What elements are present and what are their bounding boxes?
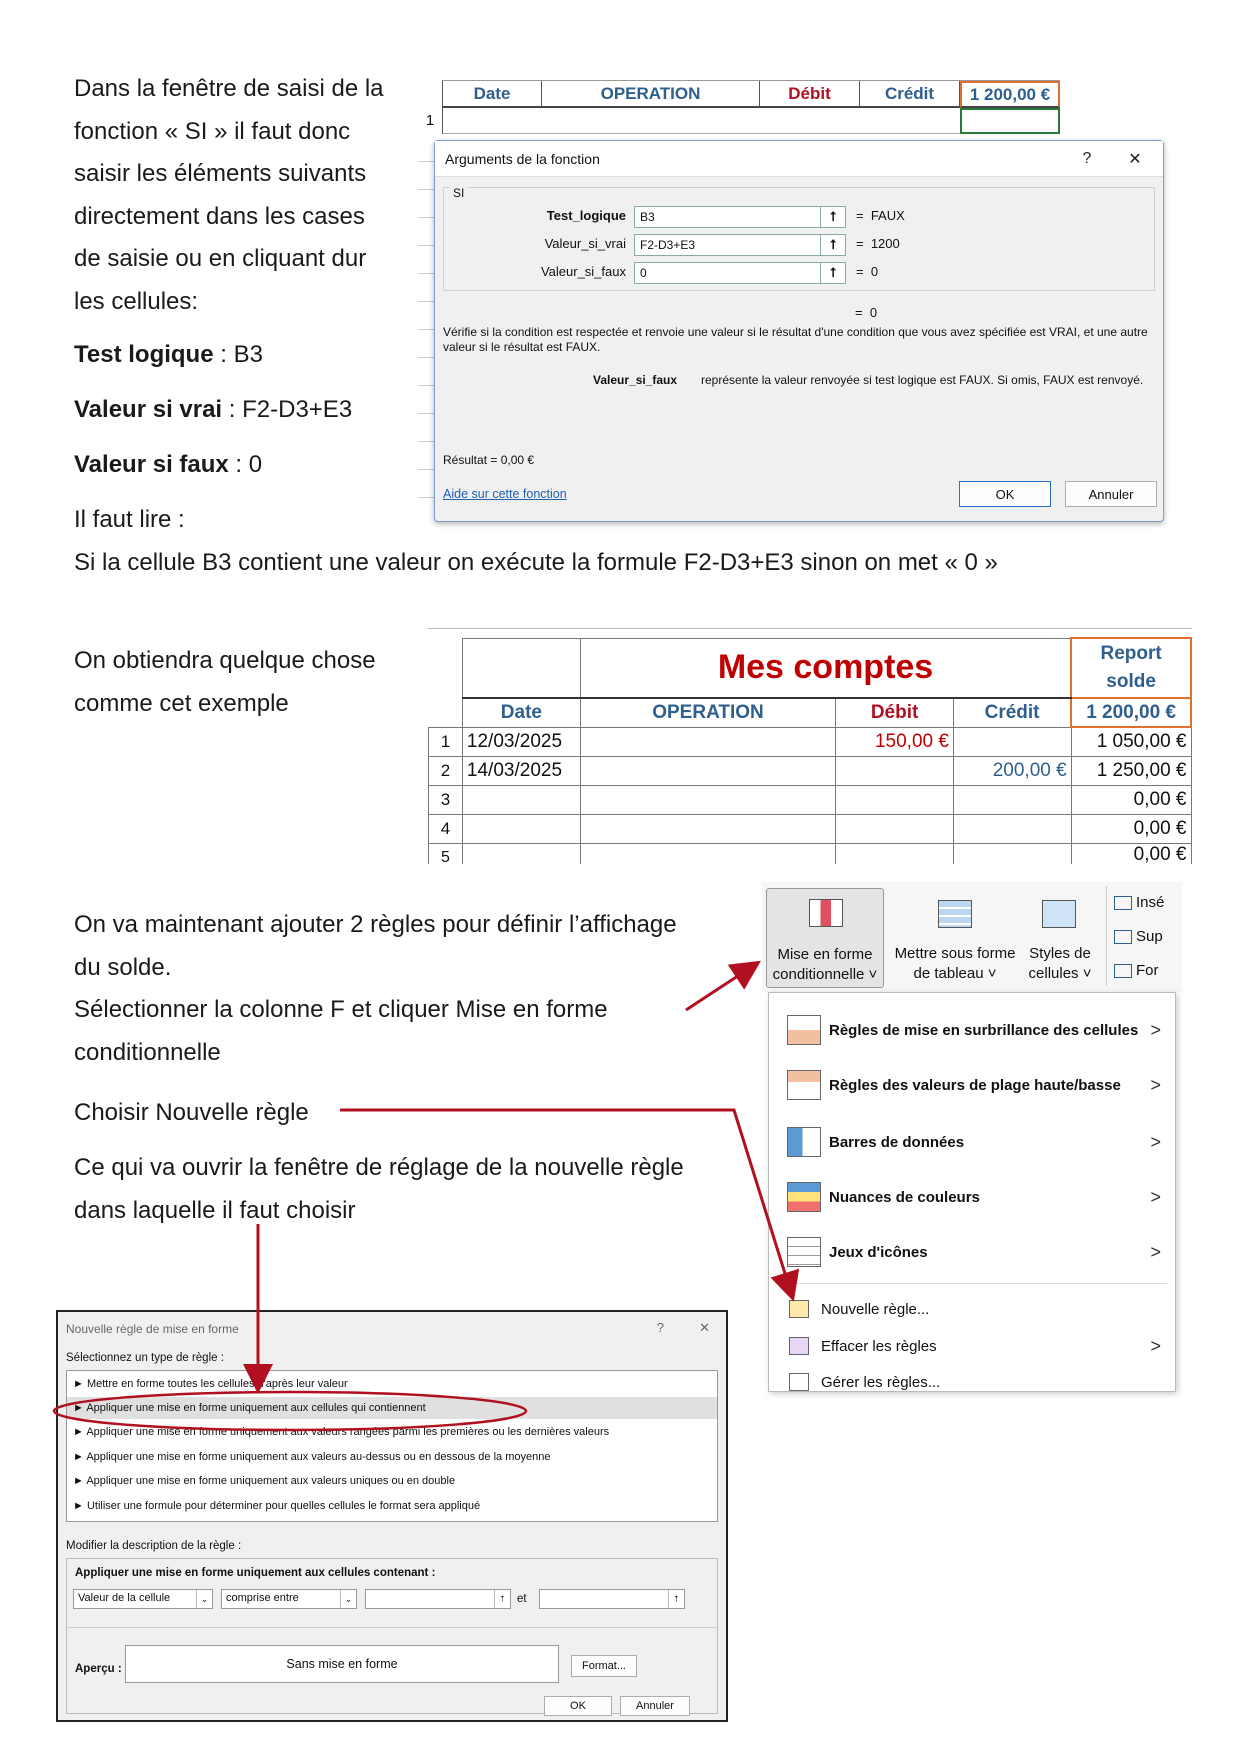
cf-label-line: Mise en forme <box>777 946 873 963</box>
menu-label: Nouvelle règle... <box>821 1300 930 1318</box>
insert-label: Insé <box>1136 894 1165 911</box>
apercu-label: Aperçu : <box>75 1663 122 1675</box>
menu-label: Barres de données <box>829 1133 965 1151</box>
modify-label: Modifier la description de la règle : <box>66 1540 242 1552</box>
arg-label: Valeur_si_faux <box>540 264 626 279</box>
preview-box: Sans mise en forme <box>125 1645 559 1683</box>
cell-debit[interactable]: 150,00 € <box>836 727 954 756</box>
arg-result: = FAUX <box>856 208 905 223</box>
arg-result: = 0 <box>856 264 879 279</box>
cell-solde[interactable]: 0,00 € <box>1071 843 1191 864</box>
collapse-icon[interactable]: ⭡ <box>820 206 846 228</box>
arg-input-test[interactable]: B3 <box>634 206 824 228</box>
header-date[interactable]: Date <box>442 81 542 108</box>
arg-input-faux[interactable]: 0 <box>634 262 824 284</box>
intro-line: les cellules: <box>74 287 199 315</box>
example-line1: On obtiendra quelque chose <box>74 647 376 674</box>
intro-line: Dans la fenêtre de saisi de la <box>74 75 384 102</box>
cell-solde[interactable]: 1 250,00 € <box>1071 756 1191 785</box>
rules-line: dans laquelle il faut choisir <box>74 1196 356 1224</box>
format-table-line: Mettre sous forme <box>894 945 1016 962</box>
arg-result: = 1200 <box>856 236 900 251</box>
cell-styles-line: cellules ˅ <box>1028 965 1092 982</box>
function-name: SI <box>450 186 467 200</box>
cell-date[interactable]: 12/03/2025 <box>462 727 580 756</box>
collapse-icon[interactable]: ⭡ <box>494 1590 510 1608</box>
intro-line: saisir les éléments suivants <box>74 160 367 187</box>
format-button[interactable]: Format... <box>571 1655 637 1677</box>
report-label-line: solde <box>1106 671 1156 692</box>
comptes-title: Mes comptes <box>580 638 1071 698</box>
chevron-right-icon: > <box>1150 1019 1161 1040</box>
row-number: 1 <box>425 112 435 129</box>
chevron-down-icon: ⌄ <box>196 1590 212 1608</box>
cell-solde[interactable]: 1 050,00 € <box>1071 727 1191 756</box>
select-type-label: Sélectionnez un type de règle : <box>66 1352 224 1364</box>
rules-line: conditionnelle <box>74 1038 221 1066</box>
chevron-down-icon: ⌄ <box>340 1590 356 1608</box>
col-credit[interactable]: Crédit <box>953 698 1071 727</box>
cell-styles-line: Styles de <box>1029 945 1091 962</box>
format-table-line: de tableau ˅ <box>913 965 997 982</box>
help-button[interactable]: ? <box>1082 150 1092 167</box>
row-number: 2 <box>429 756 463 785</box>
param-faux-value: : 0 <box>228 451 263 478</box>
col-debit[interactable]: Débit <box>836 698 954 727</box>
row-number: 3 <box>429 785 463 814</box>
explain-line2: Si la cellule B3 contient une valeur on exécute la formule F2-D3+E3 sinon on met « 0 » <box>74 549 998 576</box>
header-amount[interactable]: 1 200,00 € <box>960 81 1060 108</box>
selection-ellipse <box>54 1392 526 1430</box>
header-credit[interactable]: Crédit <box>860 81 960 108</box>
collapse-icon[interactable]: ⭡ <box>820 262 846 284</box>
et-label: et <box>517 1593 527 1605</box>
rule-type-item[interactable]: ► Appliquer une mise en forme uniquement aux valeurs uniques ou en double <box>73 1475 456 1487</box>
menu-label: Règles de mise en surbrillance des cellules <box>829 1021 1139 1039</box>
cell-date[interactable]: 14/03/2025 <box>462 756 580 785</box>
col-date[interactable]: Date <box>462 698 580 727</box>
arg-help-name: Valeur_si_faux <box>593 373 678 387</box>
arg-label: Valeur_si_vrai <box>544 236 626 251</box>
header-operation[interactable]: OPERATION <box>542 81 760 108</box>
col-solde[interactable]: 1 200,00 € <box>1071 698 1191 727</box>
param-vrai-value: : F2-D3+E3 <box>222 396 353 423</box>
total-result: = 0 <box>855 305 878 320</box>
chevron-right-icon: > <box>1150 1335 1161 1356</box>
apply-label: Appliquer une mise en forme uniquement aux cellules contenant : <box>75 1567 436 1579</box>
collapse-icon[interactable]: ⭡ <box>820 234 846 256</box>
ok-button[interactable]: OK <box>544 1696 612 1716</box>
arg-input-vrai[interactable]: F2-D3+E3 <box>634 234 824 256</box>
dialog-title: Arguments de la fonction <box>435 141 1163 177</box>
row-number: 1 <box>429 727 463 756</box>
param-vrai-label: Valeur si vrai <box>74 396 223 423</box>
param-test-label: Test logique <box>74 341 214 368</box>
row-number: 4 <box>429 814 463 843</box>
param-faux-label: Valeur si faux <box>74 451 229 478</box>
collapse-icon[interactable]: ⭡ <box>668 1590 684 1608</box>
rule-type-item[interactable]: ► Appliquer une mise en forme uniquement aux valeurs au-dessus ou en dessous de la moyenne <box>73 1451 551 1463</box>
arg-result-value: FAUX <box>870 208 905 223</box>
chevron-right-icon: > <box>1150 1131 1161 1152</box>
function-description: Vérifie si la condition est respectée et renvoie une valeur si le résultat d'une condition que vous avez spécifiée est VRAI, et une autre valeur si le résultat est FAUX. <box>443 325 1148 354</box>
help-button[interactable]: ? <box>656 1320 664 1335</box>
arg-label: Test_logique <box>546 208 626 223</box>
header-debit[interactable]: Débit <box>760 81 860 108</box>
arrow-to-new-rule <box>340 1110 792 1296</box>
close-button[interactable]: ✕ <box>699 1320 710 1335</box>
row-number: 5 <box>429 843 463 864</box>
operator-select-value: comprise entre <box>226 1592 299 1604</box>
rule-type-item[interactable]: ► Appliquer une mise en forme uniquement aux valeurs rangées parmi les premières ou les dernières valeurs <box>73 1426 610 1438</box>
menu-label: Effacer les règles <box>821 1337 937 1355</box>
arrow-to-cf <box>686 964 756 1010</box>
intro-line: fonction « SI » il faut donc <box>74 117 351 145</box>
rules-line: Ce qui va ouvrir la fenêtre de réglage de la nouvelle règle <box>74 1154 684 1181</box>
rule-type-item-selected[interactable]: ► Appliquer une mise en forme uniquement aux cellules qui contiennent <box>73 1402 426 1414</box>
condition-select-value: Valeur de la cellule <box>78 1592 171 1604</box>
cf-label-line: conditionnelle ˅ <box>772 966 878 983</box>
cancel-button[interactable]: Annuler <box>1065 481 1157 507</box>
total-result-value: 0 <box>869 305 878 320</box>
rules-line: Sélectionner la colonne F et cliquer Mise en forme <box>74 996 608 1023</box>
chevron-right-icon: > <box>1150 1074 1161 1095</box>
explain-line1: Il faut lire : <box>74 506 185 533</box>
rules-line: On va maintenant ajouter 2 règles pour définir l’affichage <box>74 911 677 938</box>
close-button[interactable]: ✕ <box>1128 151 1142 168</box>
chevron-right-icon: > <box>1150 1186 1161 1207</box>
menu-label: Règles des valeurs de plage haute/basse <box>829 1076 1121 1094</box>
menu-label: Nuances de couleurs <box>829 1188 980 1206</box>
ok-button[interactable]: OK <box>959 481 1051 507</box>
format-label: For <box>1136 962 1159 979</box>
report-label-line: Report <box>1100 643 1162 664</box>
rules-line5: Choisir Nouvelle règle <box>74 1099 309 1126</box>
example-line2: comme cet exemple <box>74 690 289 717</box>
result-label: Résultat = 0,00 € <box>443 453 535 467</box>
rule-type-item[interactable]: ► Mettre en forme toutes les cellules d'après leur valeur <box>73 1378 348 1390</box>
menu-label: Gérer les règles... <box>821 1373 941 1391</box>
rules-line: du solde. <box>74 953 172 981</box>
intro-line: de saisie ou en cliquant dur <box>74 245 367 272</box>
arg-help-text: représente la valeur renvoyée si test logique est FAUX. Si omis, FAUX est renvoyé. <box>701 373 1144 387</box>
menu-label: Jeux d'icônes <box>829 1243 928 1261</box>
chevron-right-icon: > <box>1150 1241 1161 1262</box>
arg-result-value: 0 <box>870 264 879 279</box>
arg-result-value: 1200 <box>870 236 900 251</box>
rule-type-item[interactable]: ► Utiliser une formule pour déterminer pour quelles cellules le format sera appliqué <box>73 1500 481 1512</box>
delete-label: Sup <box>1136 928 1163 945</box>
cell-credit[interactable]: 200,00 € <box>953 756 1071 785</box>
param-test-value: : B3 <box>213 341 263 368</box>
nr-title: Nouvelle règle de mise en forme <box>66 1322 239 1336</box>
cancel-button[interactable]: Annuler <box>620 1696 690 1716</box>
cell-solde[interactable]: 0,00 € <box>1071 814 1191 843</box>
help-link[interactable]: Aide sur cette fonction <box>443 487 567 501</box>
cell-solde[interactable]: 0,00 € <box>1071 785 1191 814</box>
intro-line: directement dans les cases <box>74 202 365 230</box>
col-operation[interactable]: OPERATION <box>580 698 835 727</box>
